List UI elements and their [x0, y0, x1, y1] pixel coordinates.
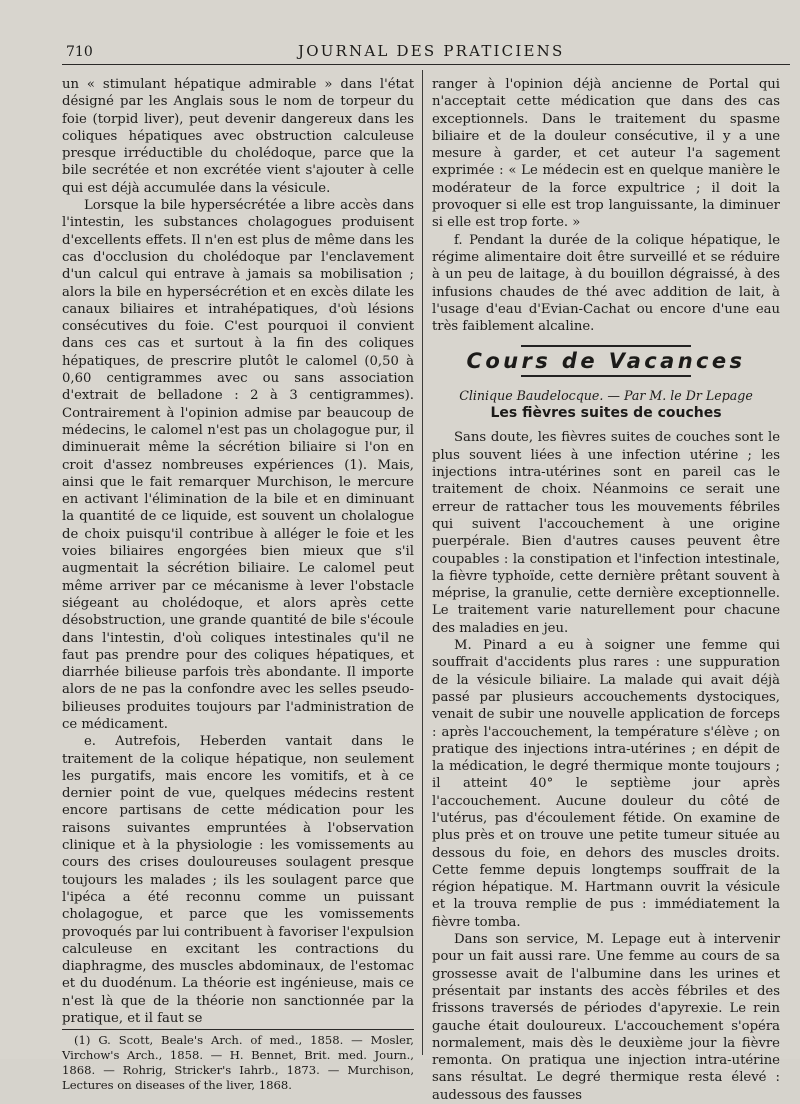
running-title: JOURNAL DES PRATICIENS [298, 42, 565, 60]
section-title: Cours de Vacances [466, 349, 746, 374]
paragraph-fievres: Sans doute, les fièvres suites de couches sont le plus souvent liées à une infection utérine ; les injections intra-utérines sont en pareil cas le traitement de choix. Néanmoins ce serait une erreur de rattacher tous les mouvements fébriles qui suivent l'accouchement à une origine puerpérale. Bien d'autres causes peuvent être coupables : la constipation et l'infection intestinale, la fièvre typhoïde, cette dernière prêtant souvent à méprise, la granulie, cette dernière exceptionnelle. Le traitement varie naturellement pour chacune des maladies en jeu. [432, 430, 780, 636]
page-number: 710 [66, 44, 93, 60]
lesson-title: Les fièvres suites de couches [490, 405, 722, 422]
paragraph-regime: f. Pendant la durée de la colique hépatique, le régime alimentaire doit être surveillé et se réduire à un peu de laitage, à du bouillon dégraissé, à des infusions chaudes de thé avec addition de lait, à l'usage d'eau d'Evian-Cachat ou encore d'une eau très faiblement alcaline. [432, 232, 780, 335]
section-rule-bottom [521, 375, 691, 377]
right-column [432, 76, 780, 1104]
header-rule [62, 64, 790, 65]
clinic-byline: Clinique Baudelocque. — Par M. le Dr Lepage [459, 388, 753, 404]
paragraph-calomel: Lorsque la bile hypersécrétée a libre accès dans l'intestin, les substances cholagogues produisent d'excellents effets. Il n'en est plus de même dans les cas d'occlusion du cholédoque par l'enclavement d'un calcul qui entrave à jamais sa mobilisation ; alors la bile en hypersécrétion et en excès dilate les canaux biliaires et intrahépatiques, d'où lésions consécutives du foie. C'est pourquoi il convient dans ces cas et surtout à la fin des coliques hépatiques, de prescrire plutôt le calomel (0,50 à 0,60 centigrammes avec ou sans association d'extrait de belladone : 2 à 3 centigrammes). Contrairement à l'opinion admise par beaucoup de médecins, le calomel n'est pas un cholagogue pur, il diminuerait même la sécrétion biliaire si l'on en croit d'assez nombreuses expériences (1). Mais, ainsi que le fait remarquer Murchison, le mercure en activant l'élimination de la bile et en diminuant la quantité de ce liquide, est souvent un cholalogue de choix puisqu'il contribue à alléger le foie et les voies biliaires engorgées bien mieux que s'il augmentait la sécrétion biliaire. Le calomel peut même arriver par ce mécanisme à lever l'obstacle siégeant au cholédoque, et alors après cette désobstruction, une grande quantité de bile s'écoule dans l'intestin, d'où coliques intestinales qu'il ne faut pas prendre pour des coliques hépatiques, et diarrhée bilieuse parfois très abondante. Il importe alors de ne pas la confondre avec les selles pseudo-bilieuses produites toujours par l'administration de ce médicament. [62, 198, 414, 732]
paragraph-vomitifs: e. Autrefois, Heberden vantait dans le traitement de la colique hépatique, non seulement les purgatifs, mais encore les vomitifs, et à ce dernier point de vue, quelques médecins restent encore partisans de cette médication pour les raisons suivantes empruntées à l'observation clinique et à la physiologie : les vomissements au cours des crises douloureuses soulagent presque toujours les malades ; ils les soulagent parce que l'ipéca a été reconnu comme un puissant cholagogue, et parce que les vomissements provoqués par lui contribuent à favoriser l'expulsion calculeuse en excitant les contractions du diaphragme, des muscles abdominaux, de l'estomac et du duodénum. La théorie est ingénieuse, mais ce n'est là que de la théorie non sanctionnée par la pratique, et il faut se [62, 734, 414, 1027]
paragraph-torpid-liver: un « stimulant hépatique admirable » dans l'état désigné par les Anglais sous le nom de torpeur du foie (torpid liver), peut devenir dangereux dans les coliques hépatiques avec obstruction calculeuse presque irréductible du cholédoque, parce que la bile secrétée et non excrétée vient s'ajouter à celle qui est déjà accumulée dans la vésicule. [62, 77, 414, 196]
footnote: (1) G. Scott, Beale's Arch. of med., 1858. — Mosler, Virchow's Arch., 1858. — H. Bennet, Brit. med. Journ., 1868. — Rohrig, Stricker's Iahrb., 1873. — Murchison, Lectures on diseases of the liver, 1868. [62, 1033, 414, 1093]
paragraph-lepage: Dans son service, M. Lepage eut à intervenir pour un fait aussi rare. Une femme au cours de sa grossesse avait de l'albumine dans les urines et présentait par instants des accès fébriles et des frissons traversés de périodes d'apyrexie. Le rein gauche était douloureux. L'accouchement s'opéra normalement, mais dès le deuxième jour la fièvre remonta. On pratiqua une injection intra-utérine sans résultat. Le degré thermique resta élevé : audessous des fausses [432, 932, 780, 1103]
paragraph-portal: ranger à l'opinion déjà ancienne de Portal qui n'acceptait cette médication que dans des cas exceptionnels. Dans le traitement du spasme biliaire et de la douleur consécutive, il y a une mesure à garder, et cet auteur l'a sagement exprimée : « Le médecin est en quelque manière le modérateur de la force expultrice ; il doit la provoquer si elle est trop languissante, la diminuer si elle est trop forte. » [432, 77, 780, 231]
paragraph-pinard: M. Pinard a eu à soigner une femme qui souffrait d'accidents plus rares : une suppuration de la vésicule biliaire. La malade qui avait déjà passé par plusieurs accouchements dystociques, venait de subir une nouvelle application de forceps : après l'accouchement, la température s'élève ; on pratique des injections intra-utérines ; en dépit de la médication, le degré thermique monte toujours ; il atteint 40° le septième jour après l'accouchement. Aucune douleur du côté de l'utérus, pas d'écoulement fétide. On examine de plus près et on trouve une petite tumeur située au dessous du foie, en dehors des muscles droits. Cette femme depuis longtemps souffrait de la région hépatique. M. Hartmann ouvrit la vésicule et la trouva remplie de pus : immédiatement la fièvre tomba. [432, 638, 780, 930]
left-column [62, 76, 414, 1093]
footnote-rule [62, 1029, 414, 1030]
column-divider [422, 70, 423, 1055]
